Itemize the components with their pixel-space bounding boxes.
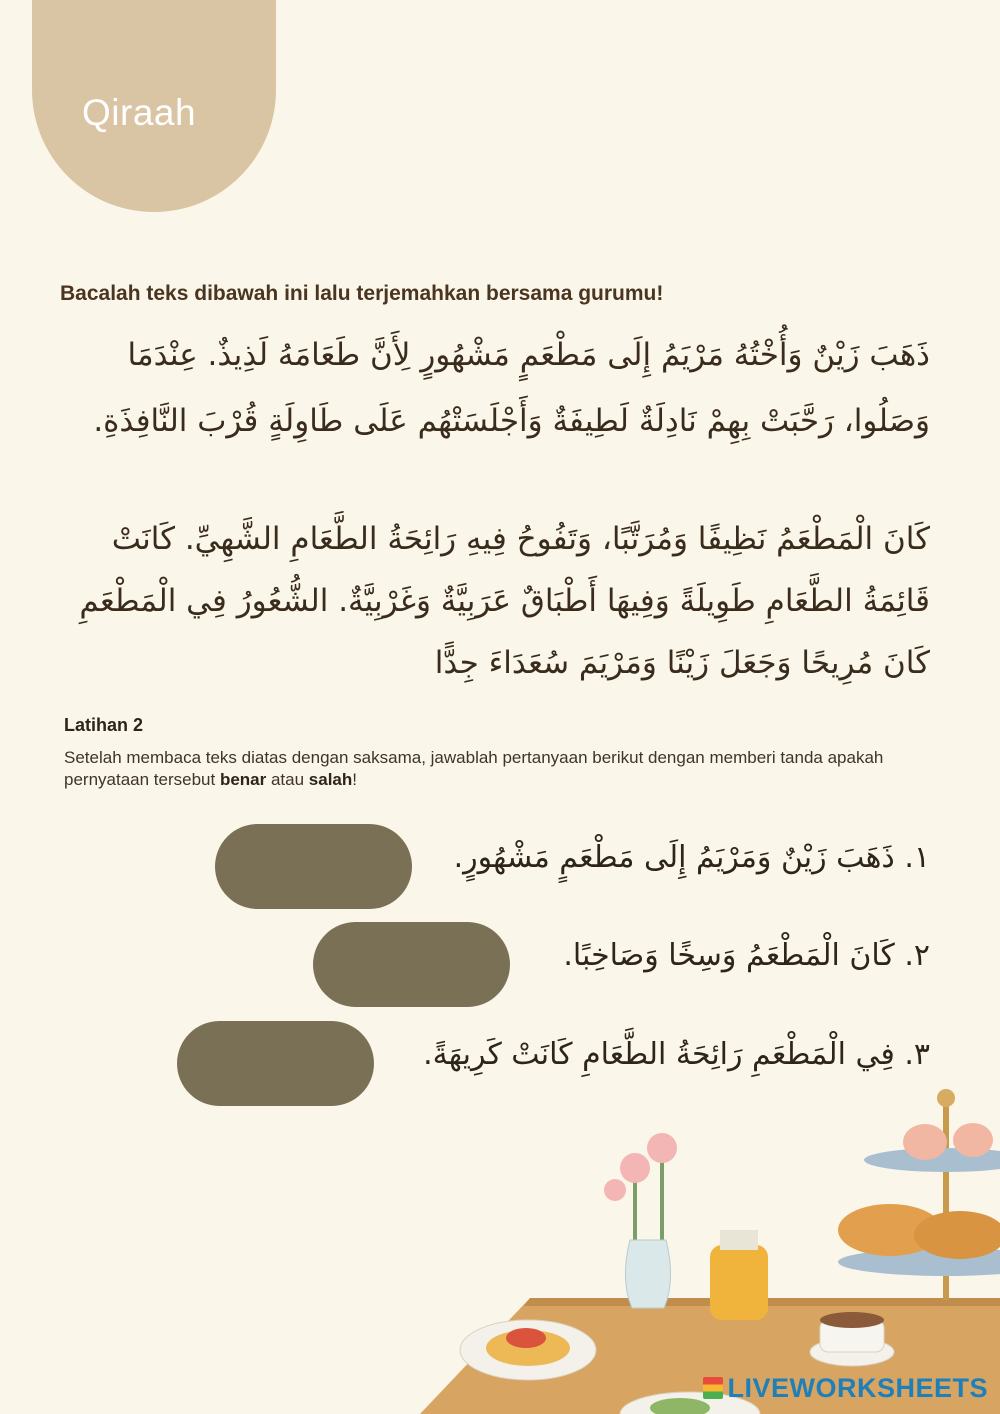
answer-dropdown-1[interactable]	[215, 824, 412, 909]
page-title: Qiraah	[82, 92, 197, 133]
reading-paragraph-2: كَانَ الْمَطْعَمُ نَظِيفًا وَمُرَتَّبًا، وَتَفُوحُ فِيهِ رَائِحَةُ الطَّعَامِ الشَّهِيِّ. كَانَتْ قَائِمَةُ الطَّعَامِ طَوِيلَةً وَفِيهَا أَطْبَاقٌ عَرَبِيَّةٌ وَغَرْبِيَّةٌ. الشُّعُورُ فِي الْمَطْعَمِ كَانَ مُرِيحًا وَجَعَلَ زَيْنًا وَمَرْيَمَ سُعَدَاءَ جِدًّا	[79, 521, 930, 681]
exercise-description: Setelah membaca teks diatas dengan saksama, jawablah pertanyaan berikut dengan memberi tanda apakah pernyataan tersebut benar atau salah!	[64, 748, 884, 789]
answer-dropdown-3[interactable]	[177, 1021, 374, 1106]
exercise-title: Latihan 2	[64, 715, 144, 735]
liveworksheets-logo: LIVEWORKSHEETS	[703, 1373, 988, 1404]
instruction-text: Bacalah teks dibawah ini lalu terjemahkan bersama gurumu!	[60, 282, 664, 305]
question-3: ٣. فِي الْمَطْعَمِ رَائِحَةُ الطَّعَامِ كَانَتْ كَرِيهَةً.	[423, 1037, 930, 1072]
question-2: ٢. كَانَ الْمَطْعَمُ وَسِخًا وَصَاخِبًا.	[563, 938, 930, 973]
liveworksheets-logo-icon	[703, 1377, 723, 1399]
question-1: ١. ذَهَبَ زَيْنٌ وَمَرْيَمُ إِلَى مَطْعَمٍ مَشْهُورٍ.	[453, 840, 930, 875]
restaurant-table-illustration	[420, 1080, 1000, 1414]
answer-dropdown-2[interactable]	[313, 922, 510, 1007]
reading-paragraph-1: ذَهَبَ زَيْنٌ وَأُخْتُهُ مَرْيَمُ إِلَى مَطْعَمٍ مَشْهُورٍ لِأَنَّ طَعَامَهُ لَذِيذٌ. عِنْدَمَا وَصَلُوا، رَحَّبَتْ بِهِمْ نَادِلَةٌ لَطِيفَةٌ وَأَجْلَسَتْهُم عَلَى طَاوِلَةٍ قُرْبَ النَّافِذَةِ.	[93, 337, 930, 439]
